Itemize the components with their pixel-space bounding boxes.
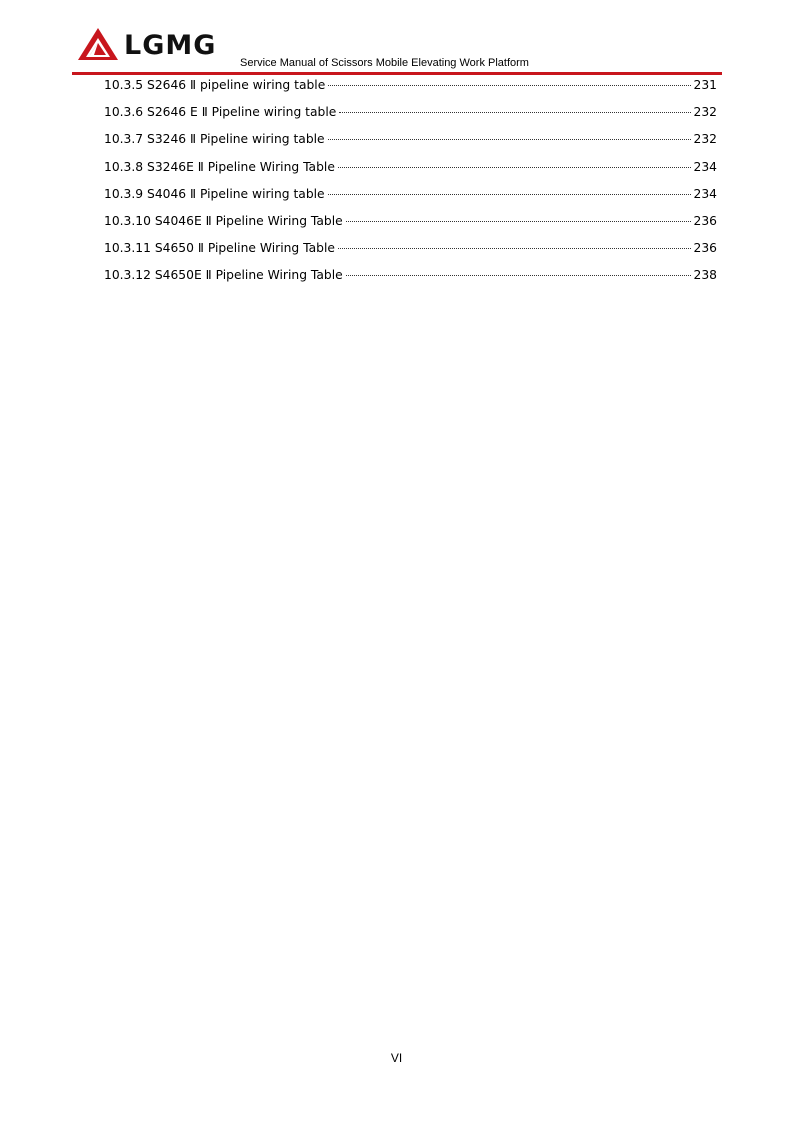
toc-entry-page: 232 <box>693 105 717 120</box>
toc-entry[interactable] <box>104 103 717 130</box>
toc-dot-leader <box>328 85 690 86</box>
toc-entry-page: 236 <box>693 241 717 256</box>
toc-entry[interactable] <box>104 185 717 212</box>
lgmg-logo <box>76 26 226 62</box>
page-header <box>76 26 722 74</box>
toc-entry-page: 232 <box>693 132 717 147</box>
toc-entry[interactable] <box>104 239 717 266</box>
toc-entry-page: 231 <box>693 78 717 92</box>
page-number: VI <box>390 1051 403 1065</box>
toc-dot-leader <box>338 248 691 249</box>
header-rule <box>72 72 722 75</box>
table-of-contents <box>104 76 717 294</box>
toc-entry-title: 10.3.8 S3246E Ⅱ Pipeline Wiring Table <box>104 159 335 174</box>
toc-entry-page: 234 <box>693 159 717 174</box>
toc-dot-leader <box>346 221 691 222</box>
toc-dot-leader <box>328 139 691 140</box>
toc-entry-title: 10.3.5 S2646 Ⅱ pipeline wiring table <box>104 78 326 92</box>
document-title: Service Manual of Scissors Mobile Elevating Work Platform <box>240 57 529 69</box>
toc-entry-title: 10.3.6 S2646 E Ⅱ Pipeline wiring table <box>104 105 337 120</box>
toc-dot-leader <box>346 275 691 276</box>
toc-entry-title: 10.3.7 S3246 Ⅱ Pipeline wiring table <box>104 132 325 147</box>
toc-entry-page: 234 <box>693 186 717 201</box>
toc-entry[interactable] <box>104 130 717 157</box>
toc-entry-title: 10.3.12 S4650E Ⅱ Pipeline Wiring Table <box>104 268 343 283</box>
toc-entry-title: 10.3.10 S4046E Ⅱ Pipeline Wiring Table <box>104 213 343 228</box>
toc-entry[interactable] <box>104 266 717 293</box>
lgmg-logo-mark-icon <box>76 26 120 62</box>
toc-entry[interactable] <box>104 212 717 239</box>
toc-entry-page: 238 <box>693 268 717 283</box>
toc-entry[interactable] <box>104 158 717 185</box>
toc-dot-leader <box>339 112 690 113</box>
brand-name: LGMG <box>124 30 217 61</box>
toc-entry[interactable] <box>104 76 717 103</box>
toc-entry-title: 10.3.11 S4650 Ⅱ Pipeline Wiring Table <box>104 241 335 256</box>
toc-entry-title: 10.3.9 S4046 Ⅱ Pipeline wiring table <box>104 186 325 201</box>
toc-dot-leader <box>328 194 691 195</box>
toc-entry-page: 236 <box>693 213 717 228</box>
toc-dot-leader <box>338 167 691 168</box>
